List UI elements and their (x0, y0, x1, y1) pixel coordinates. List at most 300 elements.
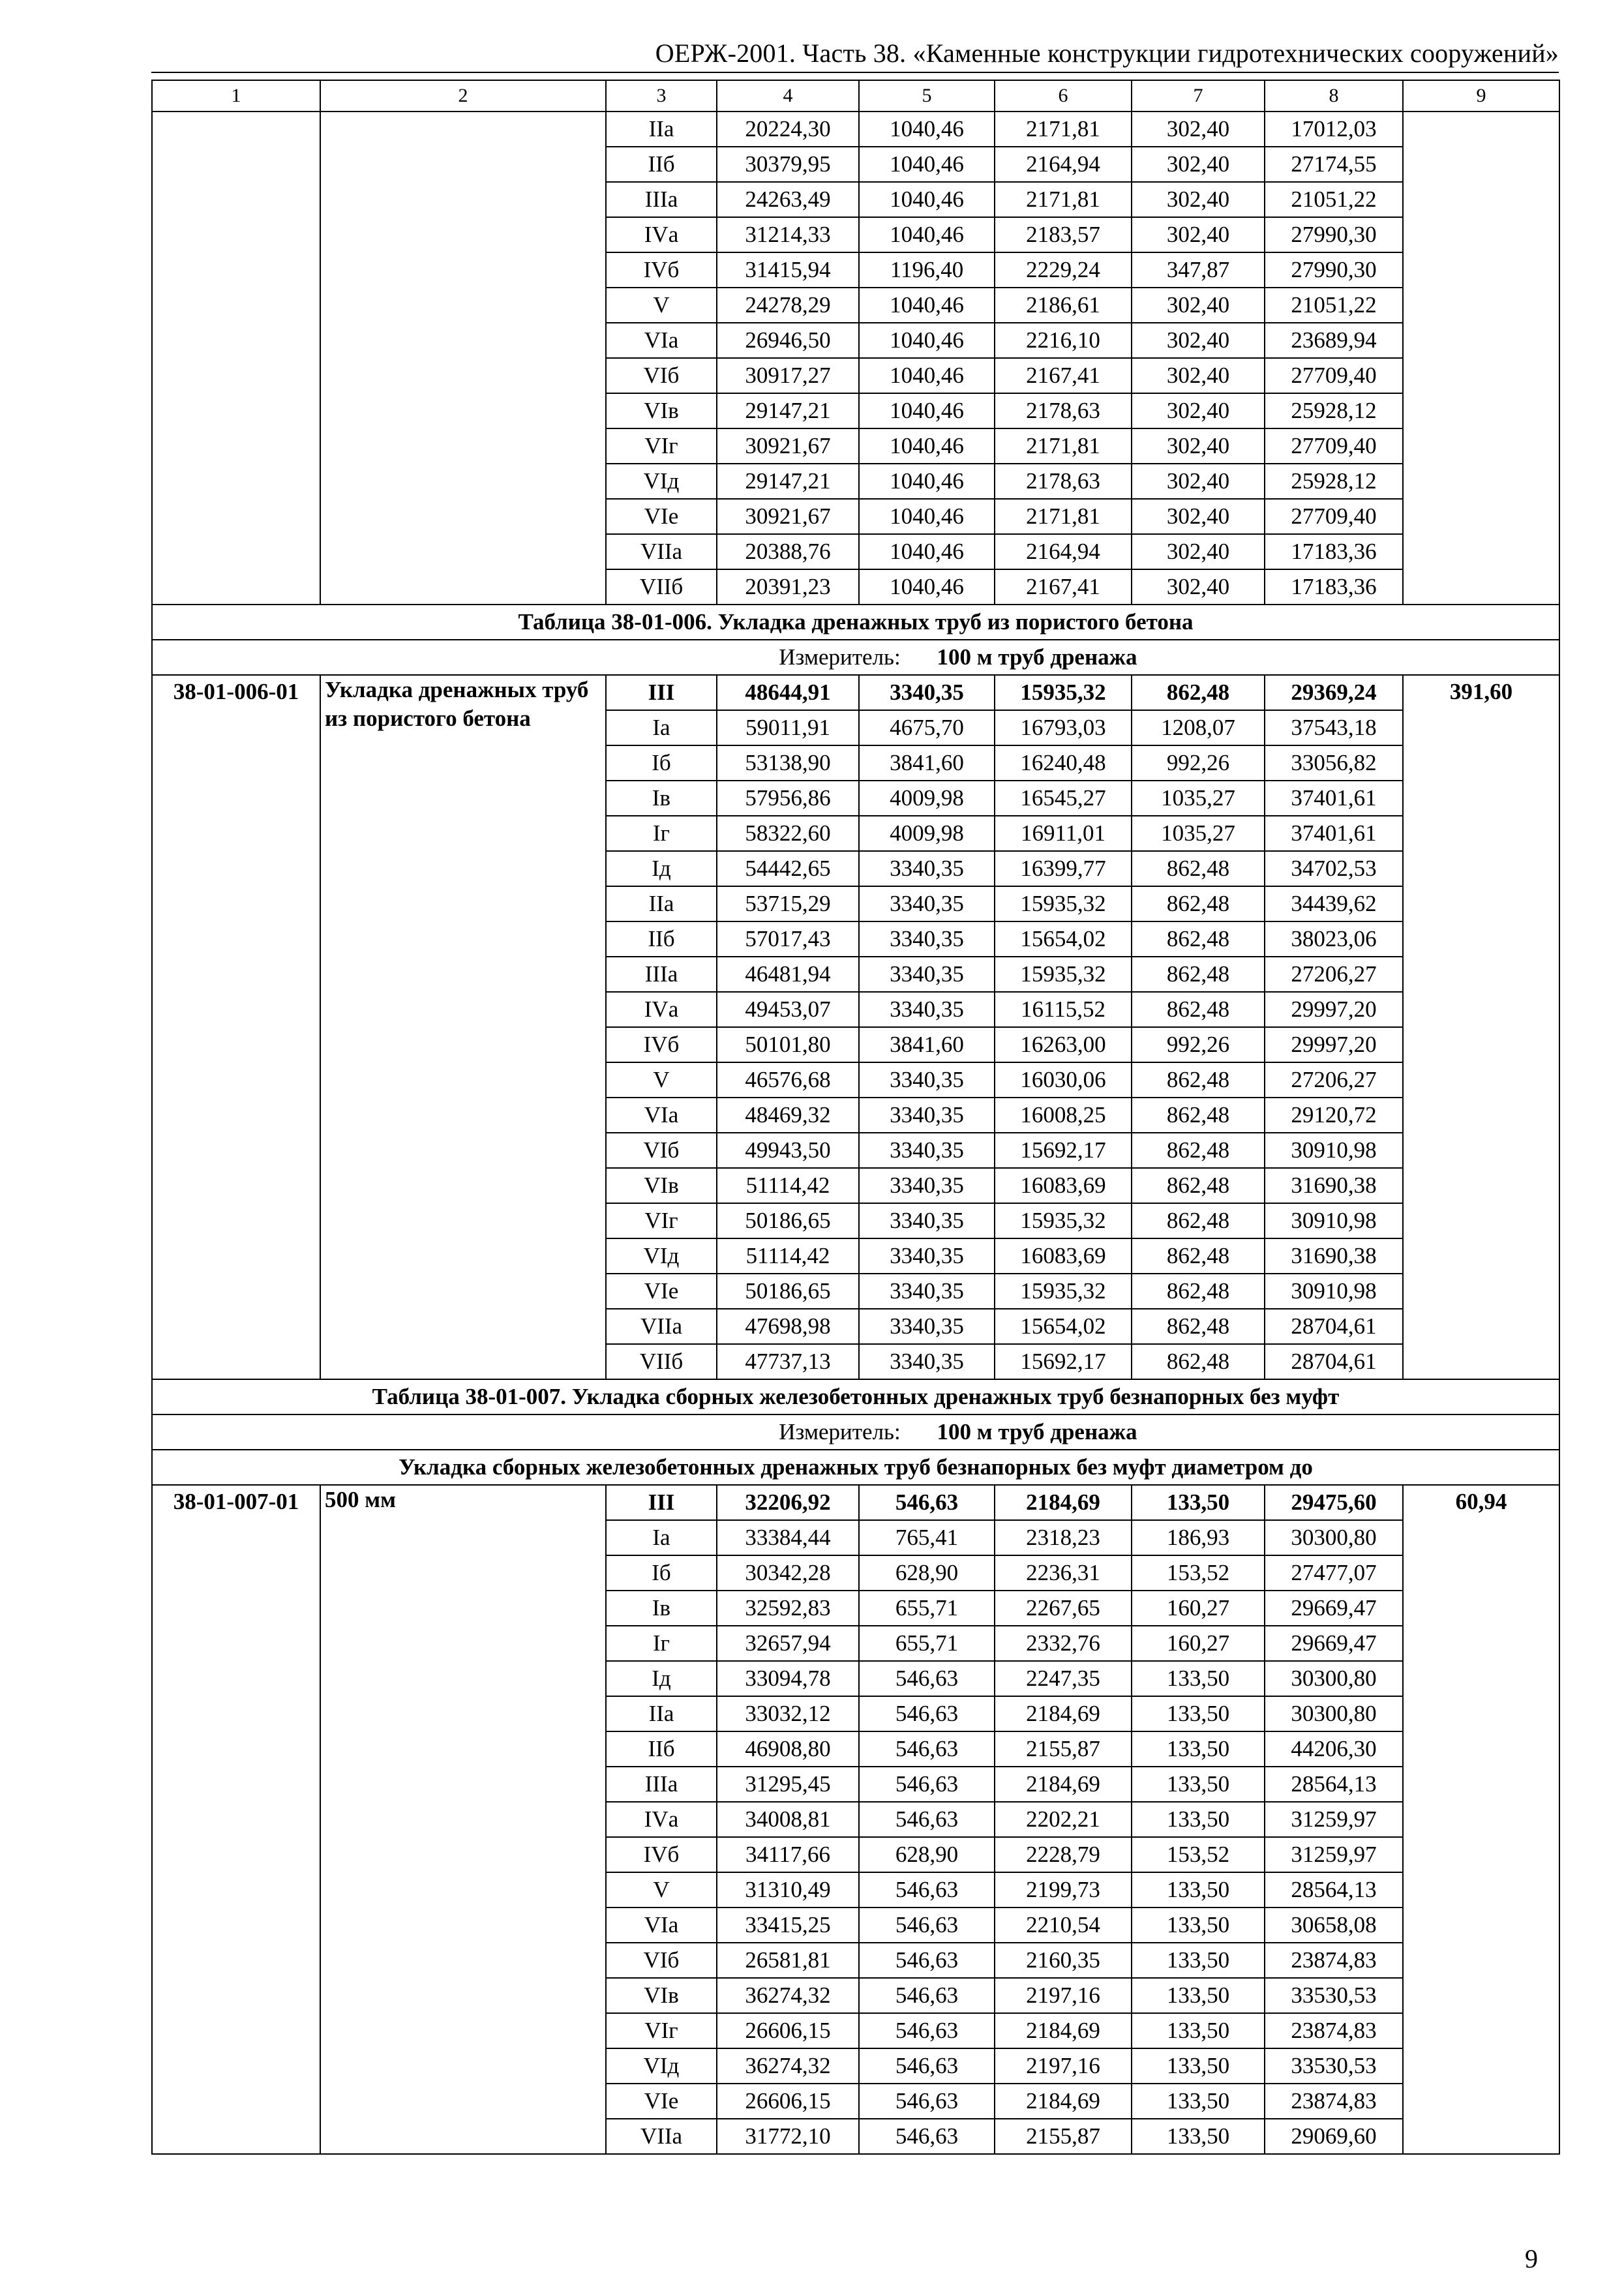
column-number: 7 (1132, 80, 1265, 112)
zone-cell: VIв (606, 393, 717, 428)
value-cell: 862,48 (1132, 1274, 1265, 1309)
value-cell: 33415,25 (717, 1908, 859, 1943)
value-cell: 133,50 (1132, 1943, 1265, 1978)
description-cell: 500 мм (320, 1485, 606, 2154)
value-cell: 3340,35 (859, 1344, 995, 1379)
zone-cell: III (606, 1485, 717, 1520)
value-cell: 53138,90 (717, 745, 859, 781)
table-title: Таблица 38-01-006. Укладка дренажных труб из пористого бетона (152, 605, 1559, 640)
base-row (152, 1485, 1559, 1520)
value-cell: 302,40 (1132, 217, 1265, 252)
value-cell: 3340,35 (859, 1062, 995, 1098)
value-cell: 49943,50 (717, 1133, 859, 1168)
value-cell: 133,50 (1132, 2013, 1265, 2048)
value-cell: 16399,77 (995, 851, 1132, 886)
table-title-row (152, 605, 1559, 640)
value-cell: 20388,76 (717, 534, 859, 569)
value-cell: 546,63 (859, 1978, 995, 2013)
value-cell: 2197,16 (995, 1978, 1132, 2013)
zone-cell: IVа (606, 992, 717, 1027)
value-cell: 46908,80 (717, 1731, 859, 1767)
value-cell: 37401,61 (1265, 816, 1403, 851)
value-cell: 862,48 (1132, 1309, 1265, 1344)
value-cell: 16240,48 (995, 745, 1132, 781)
value-cell: 29147,21 (717, 464, 859, 499)
value-cell: 31214,33 (717, 217, 859, 252)
value-cell: 31259,97 (1265, 1802, 1403, 1837)
zone-cell: VIе (606, 1274, 717, 1309)
value-cell: 302,40 (1132, 393, 1265, 428)
value-cell: 34008,81 (717, 1802, 859, 1837)
zone-cell: VIд (606, 464, 717, 499)
value-cell: 862,48 (1132, 1098, 1265, 1133)
value-cell: 17183,36 (1265, 534, 1403, 569)
value-cell: 546,63 (859, 1696, 995, 1731)
value-cell: 54442,65 (717, 851, 859, 886)
value-cell: 29669,47 (1265, 1591, 1403, 1626)
value-cell: 57017,43 (717, 921, 859, 957)
value-cell: 47698,98 (717, 1309, 859, 1344)
col9-cell: 391,60 (1403, 675, 1559, 1379)
value-cell: 23874,83 (1265, 1943, 1403, 1978)
column-number: 9 (1403, 80, 1559, 112)
value-cell: 546,63 (859, 2119, 995, 2154)
value-cell: 3340,35 (859, 1168, 995, 1203)
value-cell: 16083,69 (995, 1168, 1132, 1203)
zone-cell: V (606, 1062, 717, 1098)
value-cell: 46481,94 (717, 957, 859, 992)
value-cell: 30300,80 (1265, 1520, 1403, 1555)
value-cell: 302,40 (1132, 323, 1265, 358)
value-cell: 2184,69 (995, 2084, 1132, 2119)
value-cell: 15654,02 (995, 1309, 1132, 1344)
value-cell: 2171,81 (995, 112, 1132, 147)
value-cell: 2202,21 (995, 1802, 1132, 1837)
column-number: 8 (1265, 80, 1403, 112)
value-cell: 29997,20 (1265, 1027, 1403, 1062)
value-cell: 655,71 (859, 1626, 995, 1661)
col9-cell (1403, 112, 1559, 605)
zone-cell: Iд (606, 851, 717, 886)
value-cell: 2171,81 (995, 182, 1132, 217)
value-cell: 27709,40 (1265, 428, 1403, 464)
value-cell: 21051,22 (1265, 182, 1403, 217)
zone-cell: IIIа (606, 1767, 717, 1802)
value-cell: 2199,73 (995, 1872, 1132, 1908)
value-cell: 30300,80 (1265, 1661, 1403, 1696)
value-cell: 31415,94 (717, 252, 859, 288)
value-cell: 862,48 (1132, 1344, 1265, 1379)
zone-cell: Iв (606, 1591, 717, 1626)
value-cell: 1040,46 (859, 393, 995, 428)
value-cell: 4009,98 (859, 816, 995, 851)
code-cell: 38-01-006-01 (152, 675, 320, 1379)
value-cell: 2332,76 (995, 1626, 1132, 1661)
value-cell: 26606,15 (717, 2013, 859, 2048)
value-cell: 30658,08 (1265, 1908, 1403, 1943)
value-cell: 302,40 (1132, 112, 1265, 147)
zone-cell: VIг (606, 428, 717, 464)
value-cell: 1035,27 (1132, 781, 1265, 816)
value-cell: 302,40 (1132, 534, 1265, 569)
value-cell: 59011,91 (717, 710, 859, 745)
value-cell: 16030,06 (995, 1062, 1132, 1098)
value-cell: 3340,35 (859, 886, 995, 921)
value-cell: 2197,16 (995, 2048, 1132, 2084)
value-cell: 133,50 (1132, 1872, 1265, 1908)
zone-cell: VIIб (606, 569, 717, 605)
zone-cell: VIд (606, 1238, 717, 1274)
value-cell: 16263,00 (995, 1027, 1132, 1062)
value-cell: 27477,07 (1265, 1555, 1403, 1591)
column-number: 3 (606, 80, 717, 112)
value-cell: 29997,20 (1265, 992, 1403, 1027)
zone-cell: IVб (606, 1837, 717, 1872)
value-cell: 302,40 (1132, 569, 1265, 605)
value-cell: 153,52 (1132, 1555, 1265, 1591)
zone-cell: Iб (606, 745, 717, 781)
value-cell: 1040,46 (859, 112, 995, 147)
zone-cell: VIIа (606, 534, 717, 569)
value-cell: 992,26 (1132, 745, 1265, 781)
value-cell: 1040,46 (859, 182, 995, 217)
value-cell: 3340,35 (859, 992, 995, 1027)
column-number: 6 (995, 80, 1132, 112)
value-cell: 546,63 (859, 1661, 995, 1696)
value-cell: 28704,61 (1265, 1344, 1403, 1379)
value-cell: 36274,32 (717, 2048, 859, 2084)
value-cell: 862,48 (1132, 1062, 1265, 1098)
value-cell: 34439,62 (1265, 886, 1403, 921)
value-cell: 546,63 (859, 2048, 995, 2084)
value-cell: 27990,30 (1265, 217, 1403, 252)
value-cell: 2216,10 (995, 323, 1132, 358)
measure-unit: 100 м труб дренажа (937, 644, 1137, 670)
measure-unit: 100 м труб дренажа (937, 1419, 1137, 1444)
value-cell: 992,26 (1132, 1027, 1265, 1062)
value-cell: 33384,44 (717, 1520, 859, 1555)
value-cell: 628,90 (859, 1837, 995, 1872)
value-cell: 186,93 (1132, 1520, 1265, 1555)
zone-cell: Iб (606, 1555, 717, 1591)
rates-table (151, 80, 1560, 2155)
value-cell: 546,63 (859, 1943, 995, 1978)
value-cell: 862,48 (1132, 921, 1265, 957)
value-cell: 347,87 (1132, 252, 1265, 288)
value-cell: 3340,35 (859, 675, 995, 710)
value-cell: 50186,65 (717, 1274, 859, 1309)
value-cell: 2164,94 (995, 147, 1132, 182)
value-cell: 25928,12 (1265, 393, 1403, 428)
zone-cell: VIIа (606, 1309, 717, 1344)
value-cell: 51114,42 (717, 1238, 859, 1274)
value-cell: 46576,68 (717, 1062, 859, 1098)
zone-cell: VIв (606, 1978, 717, 2013)
value-cell: 2247,35 (995, 1661, 1132, 1696)
value-cell: 57956,86 (717, 781, 859, 816)
value-cell: 546,63 (859, 1802, 995, 1837)
value-cell: 53715,29 (717, 886, 859, 921)
value-cell: 16793,03 (995, 710, 1132, 745)
value-cell: 33032,12 (717, 1696, 859, 1731)
value-cell: 28704,61 (1265, 1309, 1403, 1344)
table-subtitle: Укладка сборных железобетонных дренажных труб безнапорных без муфт диаметром до (152, 1450, 1559, 1485)
zone-cell: V (606, 288, 717, 323)
value-cell: 15935,32 (995, 957, 1132, 992)
value-cell: 30917,27 (717, 358, 859, 393)
value-cell: 302,40 (1132, 288, 1265, 323)
zone-cell: IIIа (606, 957, 717, 992)
zone-cell: VIIб (606, 1344, 717, 1379)
code-cell (152, 112, 320, 605)
value-cell: 133,50 (1132, 1731, 1265, 1767)
zone-cell: VIб (606, 358, 717, 393)
value-cell: 1040,46 (859, 147, 995, 182)
value-cell: 862,48 (1132, 957, 1265, 992)
value-cell: 3340,35 (859, 851, 995, 886)
value-cell: 2184,69 (995, 1696, 1132, 1731)
value-cell: 16008,25 (995, 1098, 1132, 1133)
value-cell: 862,48 (1132, 1238, 1265, 1274)
value-cell: 27206,27 (1265, 1062, 1403, 1098)
value-cell: 2210,54 (995, 1908, 1132, 1943)
value-cell: 1040,46 (859, 428, 995, 464)
zone-cell: IIб (606, 921, 717, 957)
value-cell: 29475,60 (1265, 1485, 1403, 1520)
value-cell: 546,63 (859, 1908, 995, 1943)
value-cell: 29147,21 (717, 393, 859, 428)
value-cell: 133,50 (1132, 1978, 1265, 2013)
value-cell: 23689,94 (1265, 323, 1403, 358)
column-number-row (152, 80, 1559, 112)
value-cell: 862,48 (1132, 992, 1265, 1027)
description-cell (320, 112, 606, 605)
measure-row (152, 1414, 1559, 1450)
value-cell: 546,63 (859, 1872, 995, 1908)
zone-cell: IIб (606, 1731, 717, 1767)
value-cell: 3340,35 (859, 1133, 995, 1168)
value-cell: 15654,02 (995, 921, 1132, 957)
value-cell: 30910,98 (1265, 1203, 1403, 1238)
zone-cell: VIе (606, 499, 717, 534)
value-cell: 27990,30 (1265, 252, 1403, 288)
zone-cell: IVб (606, 1027, 717, 1062)
value-cell: 302,40 (1132, 464, 1265, 499)
value-cell: 32657,94 (717, 1626, 859, 1661)
value-cell: 862,48 (1132, 1203, 1265, 1238)
measure-row (152, 640, 1559, 675)
value-cell: 27709,40 (1265, 499, 1403, 534)
value-cell: 862,48 (1132, 675, 1265, 710)
value-cell: 26946,50 (717, 323, 859, 358)
value-cell: 2236,31 (995, 1555, 1132, 1591)
value-cell: 2167,41 (995, 569, 1132, 605)
value-cell: 29120,72 (1265, 1098, 1403, 1133)
column-number: 5 (859, 80, 995, 112)
value-cell: 302,40 (1132, 147, 1265, 182)
subtitle-row (152, 1450, 1559, 1485)
value-cell: 37401,61 (1265, 781, 1403, 816)
value-cell: 50101,80 (717, 1027, 859, 1062)
table-body (152, 80, 1559, 2154)
value-cell: 34117,66 (717, 1837, 859, 1872)
value-cell: 37543,18 (1265, 710, 1403, 745)
value-cell: 302,40 (1132, 358, 1265, 393)
value-cell: 1040,46 (859, 288, 995, 323)
value-cell: 51114,42 (717, 1168, 859, 1203)
value-cell: 133,50 (1132, 1767, 1265, 1802)
value-cell: 33530,53 (1265, 2048, 1403, 2084)
value-cell: 1040,46 (859, 217, 995, 252)
value-cell: 546,63 (859, 2013, 995, 2048)
value-cell: 31310,49 (717, 1872, 859, 1908)
value-cell: 2184,69 (995, 1485, 1132, 1520)
value-cell: 29069,60 (1265, 2119, 1403, 2154)
value-cell: 32592,83 (717, 1591, 859, 1626)
value-cell: 546,63 (859, 1485, 995, 1520)
column-number: 4 (717, 80, 859, 112)
value-cell: 2228,79 (995, 1837, 1132, 1872)
zone-cell: VIб (606, 1943, 717, 1978)
column-number: 1 (152, 80, 320, 112)
value-cell: 160,27 (1132, 1591, 1265, 1626)
value-cell: 133,50 (1132, 1696, 1265, 1731)
value-cell: 23874,83 (1265, 2013, 1403, 2048)
value-cell: 33094,78 (717, 1661, 859, 1696)
value-cell: 30910,98 (1265, 1133, 1403, 1168)
value-cell: 2184,69 (995, 2013, 1132, 2048)
value-cell: 3340,35 (859, 1098, 995, 1133)
zone-cell: IIа (606, 886, 717, 921)
value-cell: 17012,03 (1265, 112, 1403, 147)
value-cell: 2184,69 (995, 1767, 1132, 1802)
value-cell: 302,40 (1132, 182, 1265, 217)
value-cell: 29369,24 (1265, 675, 1403, 710)
value-cell: 38023,06 (1265, 921, 1403, 957)
value-cell: 1035,27 (1132, 816, 1265, 851)
zone-cell: IIб (606, 147, 717, 182)
value-cell: 546,63 (859, 2084, 995, 2119)
value-cell: 30921,67 (717, 428, 859, 464)
value-cell: 2229,24 (995, 252, 1132, 288)
value-cell: 2318,23 (995, 1520, 1132, 1555)
value-cell: 17183,36 (1265, 569, 1403, 605)
value-cell: 20224,30 (717, 112, 859, 147)
value-cell: 862,48 (1132, 886, 1265, 921)
value-cell: 31295,45 (717, 1767, 859, 1802)
measure-label: Измеритель: (779, 1419, 901, 1444)
value-cell: 2164,94 (995, 534, 1132, 569)
zone-cell: VIIа (606, 2119, 717, 2154)
zone-cell: III (606, 675, 717, 710)
value-cell: 153,52 (1132, 1837, 1265, 1872)
value-cell: 1040,46 (859, 569, 995, 605)
value-cell: 133,50 (1132, 1661, 1265, 1696)
value-cell: 160,27 (1132, 1626, 1265, 1661)
value-cell: 3340,35 (859, 1309, 995, 1344)
value-cell: 2267,65 (995, 1591, 1132, 1626)
value-cell: 16911,01 (995, 816, 1132, 851)
value-cell: 862,48 (1132, 1168, 1265, 1203)
value-cell: 50186,65 (717, 1203, 859, 1238)
value-cell: 1040,46 (859, 464, 995, 499)
value-cell: 30379,95 (717, 147, 859, 182)
value-cell: 34702,53 (1265, 851, 1403, 886)
zone-cell: IVа (606, 217, 717, 252)
value-cell: 16115,52 (995, 992, 1132, 1027)
value-cell: 3340,35 (859, 957, 995, 992)
value-cell: 16083,69 (995, 1238, 1132, 1274)
zone-cell: IIIа (606, 182, 717, 217)
value-cell: 546,63 (859, 1731, 995, 1767)
zone-cell: IIа (606, 112, 717, 147)
value-cell: 20391,23 (717, 569, 859, 605)
page-number: 9 (1525, 2244, 1538, 2273)
value-cell: 27709,40 (1265, 358, 1403, 393)
code-cell: 38-01-007-01 (152, 1485, 320, 2154)
header-rule (151, 72, 1559, 73)
zone-cell: VIв (606, 1168, 717, 1203)
value-cell: 133,50 (1132, 2084, 1265, 2119)
value-cell: 28564,13 (1265, 1872, 1403, 1908)
value-cell: 16545,27 (995, 781, 1132, 816)
value-cell: 2186,61 (995, 288, 1132, 323)
zone-cell: VIг (606, 2013, 717, 2048)
value-cell: 25928,12 (1265, 464, 1403, 499)
zone-cell: IIа (606, 1696, 717, 1731)
value-cell: 4675,70 (859, 710, 995, 745)
value-cell: 628,90 (859, 1555, 995, 1591)
value-cell: 32206,92 (717, 1485, 859, 1520)
value-cell: 655,71 (859, 1591, 995, 1626)
value-cell: 24263,49 (717, 182, 859, 217)
value-cell: 2155,87 (995, 1731, 1132, 1767)
value-cell: 1208,07 (1132, 710, 1265, 745)
value-cell: 48644,91 (717, 675, 859, 710)
value-cell: 33530,53 (1265, 1978, 1403, 2013)
value-cell: 15935,32 (995, 886, 1132, 921)
value-cell: 133,50 (1132, 2048, 1265, 2084)
value-cell: 44206,30 (1265, 1731, 1403, 1767)
zone-cell: Iг (606, 816, 717, 851)
value-cell: 27206,27 (1265, 957, 1403, 992)
value-cell: 1196,40 (859, 252, 995, 288)
zone-cell: VIа (606, 323, 717, 358)
value-cell: 133,50 (1132, 1802, 1265, 1837)
value-cell: 3841,60 (859, 745, 995, 781)
table-row (152, 112, 1559, 147)
value-cell: 30910,98 (1265, 1274, 1403, 1309)
value-cell: 15935,32 (995, 675, 1132, 710)
value-cell: 26606,15 (717, 2084, 859, 2119)
value-cell: 3340,35 (859, 1238, 995, 1274)
zone-cell: VIа (606, 1908, 717, 1943)
page-header: ОЕРЖ-2001. Часть 38. «Каменные конструкции гидротехнических сооружений» (655, 38, 1559, 68)
base-row (152, 675, 1559, 710)
value-cell: 36274,32 (717, 1978, 859, 2013)
value-cell: 21051,22 (1265, 288, 1403, 323)
zone-cell: Iа (606, 710, 717, 745)
value-cell: 28564,13 (1265, 1767, 1403, 1802)
table-title-row (152, 1379, 1559, 1414)
description-cell: Укладка дренажных труб из пористого бетона (320, 675, 606, 1379)
value-cell: 47737,13 (717, 1344, 859, 1379)
value-cell: 15935,32 (995, 1203, 1132, 1238)
zone-cell: VIа (606, 1098, 717, 1133)
measure-cell (152, 1414, 1559, 1450)
value-cell: 15692,17 (995, 1344, 1132, 1379)
value-cell: 30300,80 (1265, 1696, 1403, 1731)
